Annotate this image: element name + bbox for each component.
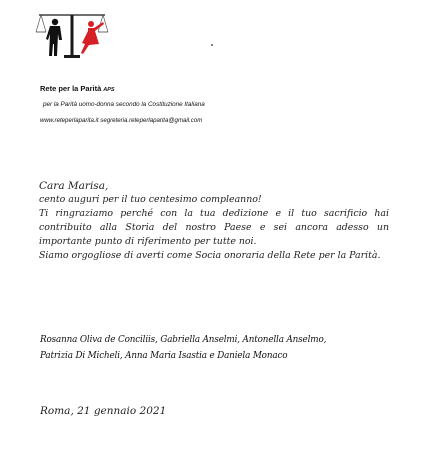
thanks-paragraph: Ti ringraziamo perché con la tua dedizione e il tuo sacrificio hai contribuito alla Storia del nostro Paese e sei ancora adesso un importante punto di riferimento per tutte noi. — [39, 208, 389, 247]
greeting: Cara Marisa, — [39, 180, 109, 192]
signatures — [40, 332, 405, 364]
woman-figure — [81, 21, 104, 54]
org-contacts: www.reteperlaparita.it segreteria.reteperlaparita@gmail.com — [40, 117, 203, 124]
birthday-wishes: cento auguri per il tuo centesimo compleanno! — [39, 194, 262, 205]
org-name-text: Rete per la Parità — [40, 84, 102, 93]
man-figure — [46, 19, 62, 56]
honorary-member-paragraph: Siamo orgogliose di averti come Socia onoraria della Rete per la Parità. — [39, 250, 381, 261]
signature-line-2: Patrizia Di Micheli, Anna Maria Isastia e Daniela Monaco — [40, 351, 288, 361]
signature-line-1: Rosanna Oliva de Conciliis, Gabriella Anselmi, Antonella Anselmo, — [40, 335, 327, 345]
letter-body — [39, 180, 389, 263]
scales-logo — [33, 12, 111, 62]
org-tagline: per la Parità uomo-donna secondo la Costituzione Italiana — [43, 101, 205, 108]
org-name — [40, 84, 115, 93]
stray-dot — [211, 44, 213, 46]
org-suffix: APS — [103, 87, 115, 93]
letter-date: Roma, 21 gennaio 2021 — [40, 405, 167, 417]
